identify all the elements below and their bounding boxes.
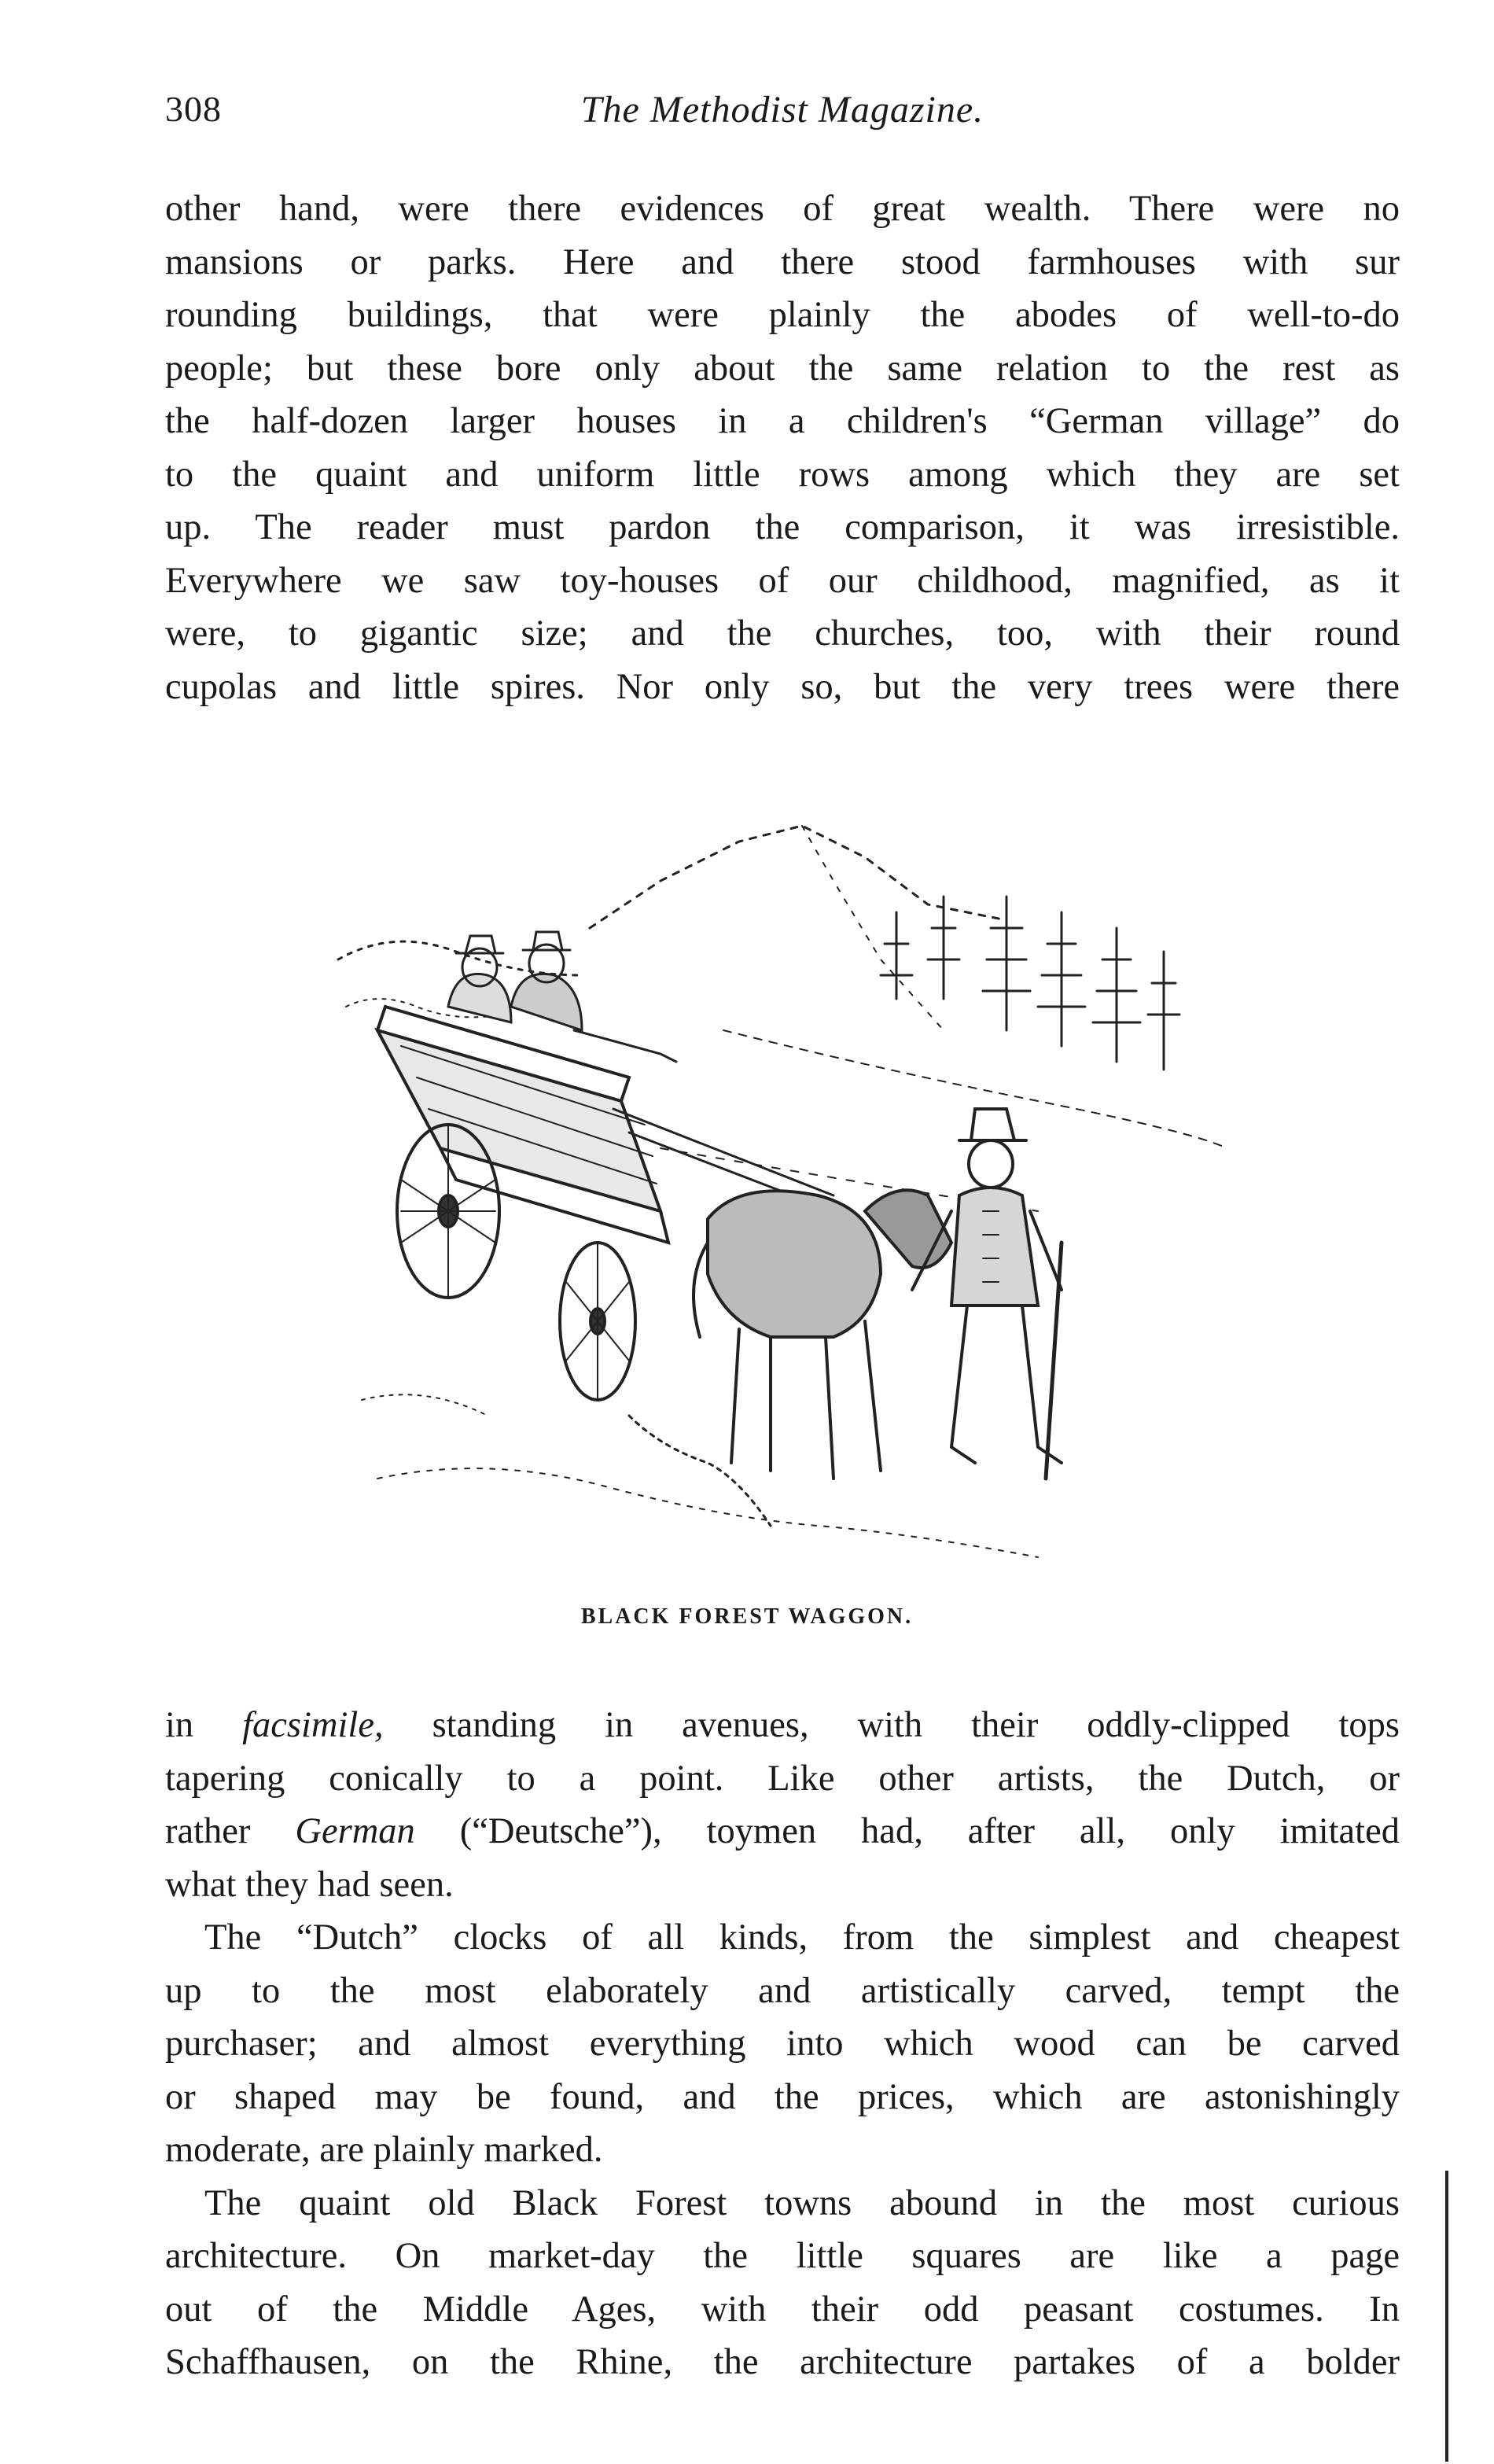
passengers	[448, 932, 676, 1062]
text-line: in facsimile, standing in avenues, with their oddly-clipped tops	[165, 1705, 1400, 1745]
text-line: to the quaint and uniform little rows among which they are set	[165, 454, 1400, 495]
mountain-slope	[802, 826, 944, 1030]
scan-edge-line	[1445, 2171, 1448, 2462]
illustration-caption: BLACK FOREST WAGGON.	[580, 1604, 914, 1629]
text-line: moderate, are plainly marked.	[165, 2130, 603, 2170]
page-header	[165, 88, 1400, 143]
text-line: other hand, were there evidences of great wealth. There were no	[165, 189, 1400, 229]
top-paragraph	[165, 182, 1400, 713]
walking-staff	[1046, 1243, 1062, 1479]
text-line: were, to gigantic size; and the churches, too, with their round	[165, 613, 1400, 654]
rear-wheel	[397, 1125, 499, 1298]
text-line: rounding buildings, that were plainly the abodes of well-to-do	[165, 295, 1400, 335]
horse	[694, 1190, 951, 1479]
walking-driver	[912, 1109, 1062, 1479]
text-line: architecture. On market-day the little squares are like a page	[165, 2236, 1400, 2276]
text-line: mansions or parks. Here and there stood farmhouses with sur	[165, 241, 1400, 282]
left-hill	[338, 941, 582, 975]
italic-word: facsimile,	[242, 1705, 384, 1745]
text-line: purchaser; and almost everything into which wood can be carved	[165, 2024, 1400, 2064]
text-line: rather German (“Deutsche”), toymen had, after all, only imitated	[165, 1811, 1400, 1851]
road-edge	[723, 1030, 1227, 1148]
text-line: up to the most elaborately and artistically carved, tempt the	[165, 1970, 1400, 2011]
text-line: cupolas and little spires. Nor only so, but the very trees were there	[165, 666, 1400, 707]
pine-trees	[881, 897, 1179, 1070]
bottom-text	[165, 1699, 1400, 2389]
text-line: Everywhere we saw toy-houses of our childhood, magnified, as it	[165, 560, 1400, 601]
text-line: out of the Middle Ages, with their odd peasant costumes. In	[165, 2289, 1400, 2330]
foreground-ground	[377, 1468, 1038, 1557]
text-line: the half-dozen larger houses in a children's “German village” do	[165, 401, 1400, 441]
front-wheel	[560, 1243, 635, 1400]
text-line: people; but these bore only about the same relation to the rest as	[165, 348, 1400, 389]
text-line: up. The reader must pardon the comparison, it was irresistible.	[165, 507, 1400, 547]
text-line: Schaffhausen, on the Rhine, the architecture partakes of a bolder	[165, 2342, 1400, 2382]
text-line: tapering conically to a point. Like other artists, the Dutch, or	[165, 1758, 1400, 1799]
page-number: 308	[165, 89, 222, 129]
text-line: what they had seen.	[165, 1864, 454, 1905]
italic-word: German	[295, 1811, 415, 1851]
text-line: The quaint old Black Forest towns abound in the most curious	[204, 2182, 1400, 2223]
text-line: or shaped may be found, and the prices, which are astonishingly	[165, 2076, 1400, 2117]
black-forest-waggon-illustration	[330, 771, 1235, 1581]
text-line: The “Dutch” clocks of all kinds, from the simplest and cheapest	[204, 1917, 1400, 1958]
running-title: The Methodist Magazine.	[580, 89, 984, 131]
